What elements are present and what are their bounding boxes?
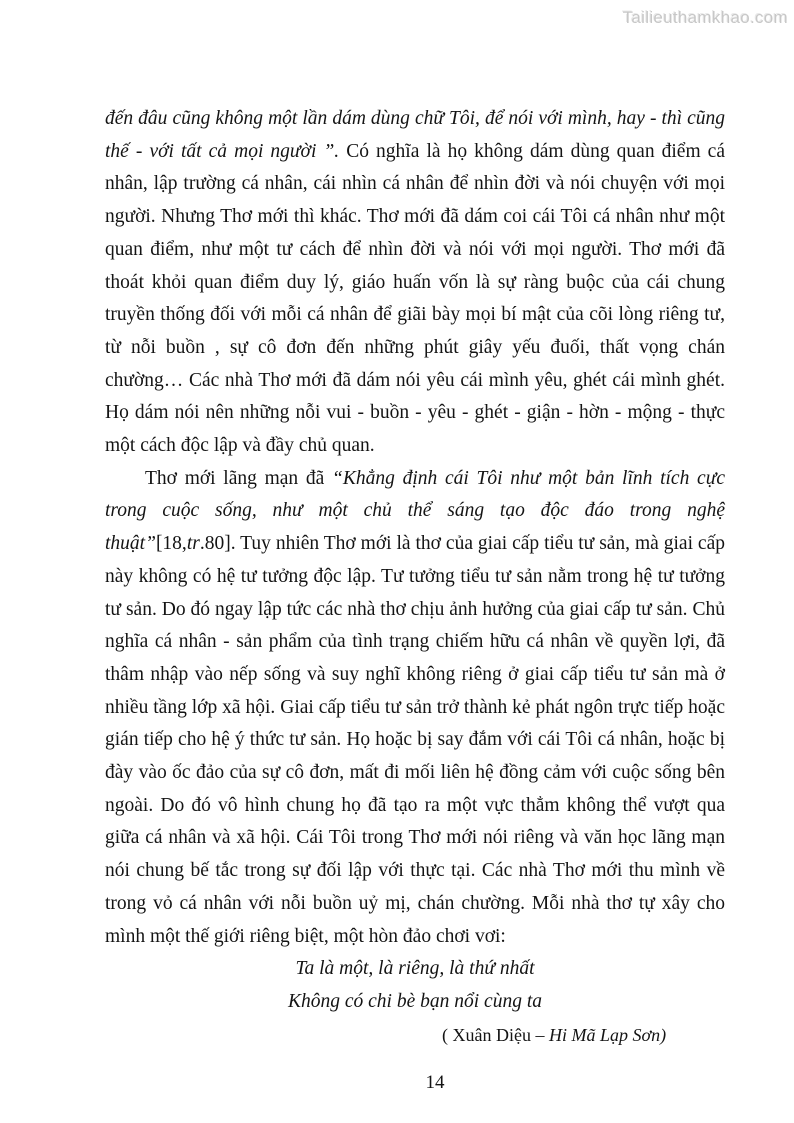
paragraph-2-text: Tuy nhiên Thơ mới là thơ của giai cấp tiểu tư sản, mà giai cấp này không có hệ tư tưởng độc lập. Tư tưởng tiểu tư sản nằm trong hệ tư tưởng tư sản. Do đó ngay lập tức các nhà thơ chịu ảnh hưởng của giai cấp tư sản. Chủ nghĩa cá nhân - sản phẩm của tình trạng chiếm hữu cá nhân về quyền lợi, đã thâm nhập vào nếp sống và suy nghĩ không riêng ở giai cấp tiểu tư sản mà ở nhiều tầng lớp xã hội. Giai cấp tiểu tư sản trở thành kẻ phát ngôn trực tiếp hoặc gián tiếp cho hệ ý thức tư sản. Họ hoặc bị say đắm với cái Tôi cá nhân, hoặc bị đày vào ốc đảo của sự cô đơn, mất đi mối liên hệ đồng cảm với cuộc sống bên ngoài. Do đó vô hình chung họ đã tạo ra một vực thẳm không thể vượt qua giữa cá nhân và xã hội. Cái Tôi trong Thơ mới nói riêng và văn học lãng mạn nói chung bế tắc trong sự đối lập với thực tại. Các nhà Thơ mới thu mình về trong vỏ cá nhân với nỗi buồn uỷ mị, chán chường. Mỗi nhà thơ tự xây cho mình một thế giới riêng biệt, một hòn đảo chơi vơi: — [105, 533, 725, 947]
verse-line-1: Ta là một, là riêng, là thứ nhất — [295, 958, 535, 980]
verse-line-2: Không có chi bè bạn nổi cùng ta — [287, 990, 542, 1012]
citation-bracket-close: .80]. — [199, 533, 241, 555]
text-block — [105, 103, 725, 1051]
paragraph-1-text: Có nghĩa là họ không dám dùng quan điểm cá nhân, lập trường cá nhân, cái nhìn cá nhân để nhìn đời và nói chuyện với mọi người. Nhưng Thơ mới thì khác. Thơ mới đã dám coi cái Tôi cá nhân như một quan điểm, như một tư cách để nhìn đời và nói với mọi người. Thơ mới đã thoát khỏi quan điểm duy lý, giáo huấn vốn là sự ràng buộc của cái chung truyền thống đối với mỗi cá nhân để giãi bày mọi bí mật của cõi lòng riêng tư, từ nỗi buồn , sự cô đơn đến những phút giây yếu đuối, thất vọng chán chường… Các nhà Thơ mới đã dám nói yêu cái mình yêu, ghét cái mình ghét. Họ dám nói nên những nỗi vui - buồn - yêu - ghét - giận - hờn - mộng - thực một cách độc lập và đầy chủ quan. — [105, 140, 725, 457]
page-number: 14 — [425, 1072, 445, 1093]
paragraph-1-quote-italic: đến đâu cũng không một lần dám dùng chữ Tôi, để nói với mình, hay - thì cũng thế - với tất cả mọi người ”. — [105, 108, 725, 162]
paragraph-2-quote-italic: “Khẳng định cái Tôi như một bản lĩnh tích cực trong cuộc sống, như một chủ thể sáng tạo độc đáo trong nghệ thuật” — [105, 467, 725, 555]
citation-bracket-open: [18, — [155, 533, 187, 555]
attribution-author: ( Xuân Diệu – — [442, 1024, 549, 1045]
attribution — [105, 1019, 725, 1052]
paragraph-2-lead: Thơ mới lãng mạn đã — [145, 467, 333, 489]
watermark: Tailieuthamkhao.com — [622, 8, 788, 27]
citation-tr-abbrev: tr — [186, 533, 200, 555]
paragraph-1 — [105, 103, 725, 463]
paragraph-2 — [105, 463, 725, 954]
attribution-poem-title: Hi Mã Lạp Sơn) — [548, 1024, 667, 1045]
